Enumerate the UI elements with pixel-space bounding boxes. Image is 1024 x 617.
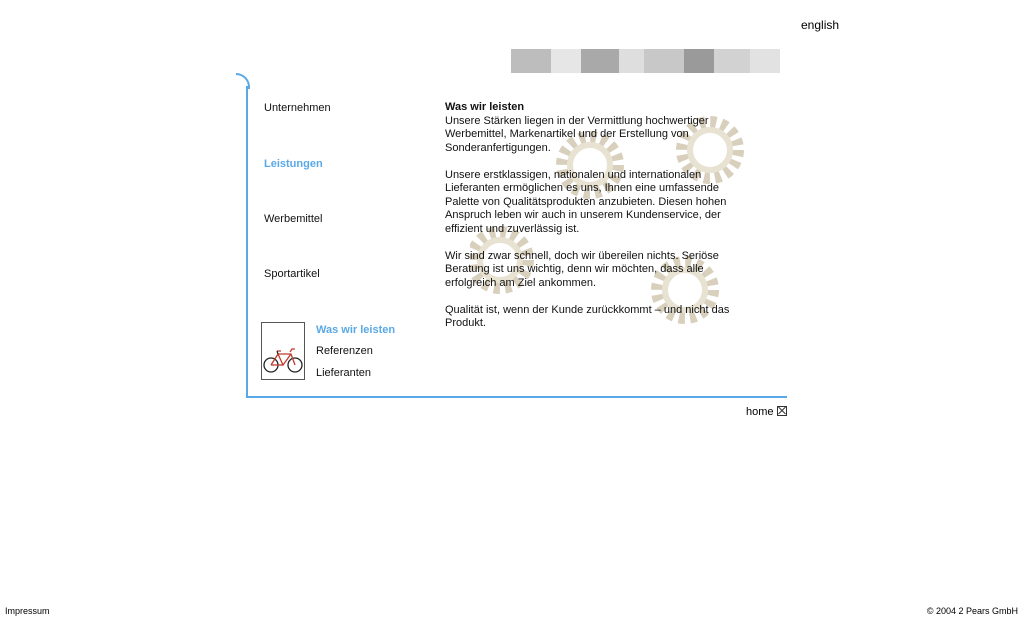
subnav-item-lieferanten[interactable]: Lieferanten <box>316 367 372 379</box>
home-link[interactable] <box>746 405 787 418</box>
home-box-icon <box>777 406 787 416</box>
frame-bottom-line <box>246 396 787 398</box>
content-paragraph: Unsere Stärken liegen in der Vermittlung hochwertiger Werbemittel, Markenartikel und der Erstellung von Sonderanfertigungen. <box>445 114 709 154</box>
nav-item-sportartikel[interactable]: Sportartikel <box>264 268 320 280</box>
bicycle-thumbnail <box>261 322 305 380</box>
nav-item-unternehmen[interactable]: Unternehmen <box>264 102 331 114</box>
nav-item-werbemittel[interactable]: Werbemittel <box>264 213 323 225</box>
frame-left-line <box>246 86 248 398</box>
impressum-link[interactable]: Impressum <box>5 606 50 616</box>
language-switch-link[interactable]: english <box>801 18 840 32</box>
subnav-item-was-wir-leisten[interactable]: Was wir leisten <box>316 324 396 336</box>
content-paragraph: Unsere erstklassigen, nationalen und internationalen Lieferanten ermöglichen es uns, Ihnen eine umfassende Palette von Qualitätsprodukten anzubieten. Diesen hohen Anspruch leben wir auch in unserem Kundenservice, der effizient und zuverlässig ist. <box>445 168 727 235</box>
home-label: home <box>746 406 774 418</box>
main-content <box>445 101 745 344</box>
subnav-item-referenzen[interactable]: Referenzen <box>316 345 373 357</box>
content-paragraph: Wir sind zwar schnell, doch wir übereilen nichts. Seriöse Beratung ist uns wichtig, denn wir möchten, dass alle erfolgreich am Ziel ankommen. <box>445 249 719 289</box>
header-banner-image <box>511 49 780 73</box>
copyright-text: © 2004 2 Pears GmbH <box>926 606 1018 616</box>
nav-item-leistungen[interactable]: Leistungen <box>264 158 323 170</box>
bicycle-icon <box>262 323 304 379</box>
content-paragraph: Qualität ist, wenn der Kunde zurückkommt – und nicht das Produkt. <box>445 303 730 329</box>
content-heading: Was wir leisten <box>445 101 525 113</box>
